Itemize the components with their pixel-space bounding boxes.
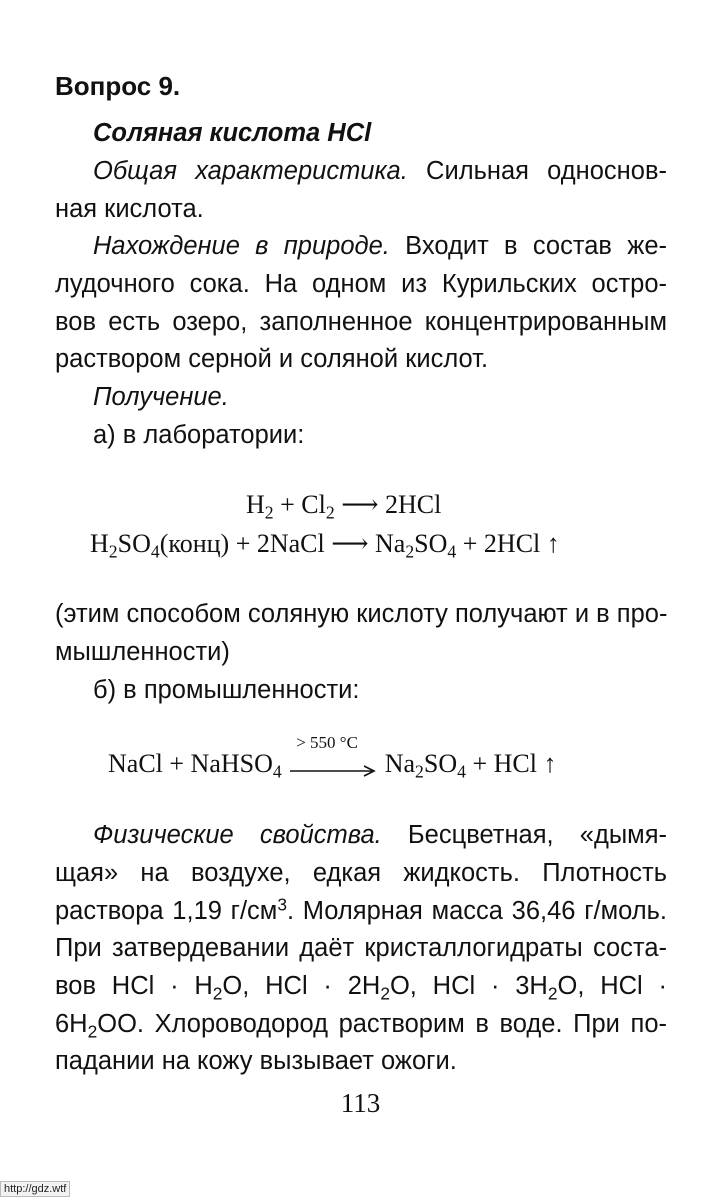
general-text-1: Сильная односнов- bbox=[426, 157, 667, 185]
equation-2: $H_2SO_4(конц)$ + 2NaCl ⟶ $Na_2SO_4 + 2HCl$ ↑ bbox=[90, 529, 560, 562]
nature-text-1: Входит в состав же- bbox=[405, 232, 667, 260]
nature-line-1 bbox=[93, 228, 667, 264]
physical-label: Физические свойства. bbox=[93, 821, 382, 849]
general-line-1 bbox=[93, 153, 667, 189]
reaction-arrow bbox=[288, 733, 378, 776]
physical-text-2: щая» на воздухе, едкая жидкость. Плотность bbox=[55, 859, 667, 887]
physical-text-4: При затвердевании даёт кристаллогидраты соста- bbox=[55, 934, 667, 962]
physical-text-3: раствора 1,19 $г/см^3$. Молярная масса 36,46 г/моль. bbox=[55, 894, 667, 925]
nature-text-2: лудочного сока. На одном из Курильских остро- bbox=[55, 270, 667, 298]
physical-text-3b: . Молярная масса 36,46 г/моль. bbox=[286, 897, 667, 925]
physical-text-6b: O. Хлороводород растворим в воде. При по- bbox=[117, 1010, 667, 1038]
industry-note-2: мышленности) bbox=[55, 638, 230, 666]
nature-label: Нахождение в природе. bbox=[93, 232, 390, 260]
industry-note-1: (этим способом соляную кислоту получают и в про- bbox=[55, 600, 668, 628]
physical-text-3a: раствора 1,19 г/см bbox=[55, 897, 278, 925]
general-label: Общая характеристика. bbox=[93, 157, 408, 185]
physical-text-7: падании на кожу вызывает ожоги. bbox=[55, 1047, 457, 1075]
eq3-condition: > 550 °C bbox=[296, 733, 358, 753]
arrow-icon bbox=[288, 761, 378, 781]
nature-text-4: раствором серной и соляной кислот. bbox=[55, 345, 489, 373]
question-title: Вопрос 9. bbox=[55, 71, 181, 101]
page-number: 113 bbox=[340, 1088, 381, 1118]
equation-3: NaCl + NaHSO$_4$ > 550 °C $Na_2SO_4$ + HCl ↑ bbox=[108, 733, 557, 782]
physical-line-1 bbox=[93, 817, 667, 853]
subject-title: Соляная кислота HCl bbox=[93, 119, 372, 147]
lab-heading: а) в лаборатории: bbox=[93, 421, 305, 449]
physical-text-6: $6H_2OO$. Хлороводород растворим в воде. При по- bbox=[55, 1010, 667, 1042]
eq2-condition: (конц) bbox=[159, 529, 230, 558]
equation-1: $H_2 + Cl_2$ ⟶ 2HCl bbox=[246, 490, 442, 523]
nature-text-3: вов есть озеро, заполненное концентрированным bbox=[55, 308, 667, 336]
physical-text-5: вов HCl · $H_2O$, HCl · $2H_2O$, HCl · $3H_2O$, HCl · bbox=[55, 972, 667, 1004]
physical-text-1: Бесцветная, «дымя- bbox=[407, 821, 667, 849]
general-text-2: ная кислота. bbox=[55, 195, 204, 223]
obtaining-label: Получение. bbox=[93, 383, 229, 411]
industry-heading: б) в промышленности: bbox=[93, 676, 360, 704]
watermark-link[interactable]: http://gdz.wtf bbox=[0, 1181, 70, 1197]
